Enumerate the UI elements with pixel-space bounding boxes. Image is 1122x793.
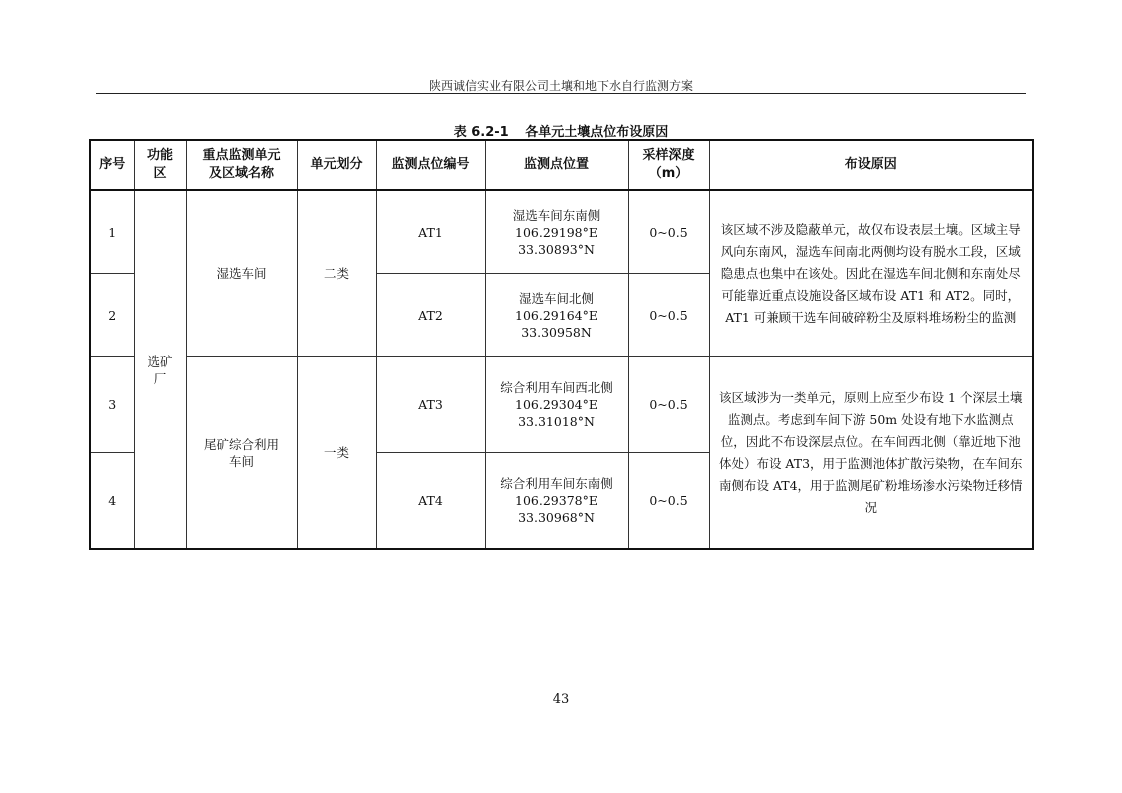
col-header-depth-line2: （m）	[648, 166, 689, 181]
table-caption	[0, 121, 1122, 140]
cell-unit-name	[186, 357, 297, 550]
col-header-unit-name-line1: 重点监测单元	[202, 148, 281, 163]
location-lat: 33.30893°N	[518, 241, 595, 257]
location-name: 综合利用车间东南侧	[500, 476, 613, 491]
location-lat: 33.31018°N	[518, 414, 595, 429]
location-name: 湿选车间北侧	[518, 290, 594, 306]
unit-name-line1: 尾矿综合利用	[203, 436, 279, 452]
location-lat: 33.30958N	[521, 324, 592, 340]
unit-name-line2: 车间	[228, 453, 254, 469]
table-row	[90, 190, 1033, 274]
cell-seq: 4	[90, 453, 134, 550]
location-lon: 106.29164°E	[515, 307, 598, 323]
cell-depth: 0~0.5	[628, 274, 709, 357]
cell-depth: 0~0.5	[628, 357, 709, 453]
cell-reason: 该区域不涉及隐蔽单元，故仅布设表层土壤。区域主导风向东南风，湿选车间南北两侧均设有脱水工段，区域隐患点也集中在该处。因此在湿选车间北侧和东南处尽可能靠近重点设施设备区域布设 AT1 和 AT2。同时，AT1 可兼顾干选车间破碎粉尘及原料堆场粉尘的监测	[709, 190, 1033, 357]
col-header-depth	[628, 140, 709, 190]
cell-depth: 0~0.5	[628, 453, 709, 550]
col-header-function-area	[134, 140, 186, 190]
cell-point-id: AT1	[376, 190, 485, 274]
table-header-row	[90, 140, 1033, 190]
function-area-line2: 厂	[153, 370, 167, 386]
col-header-seq: 序号	[90, 140, 134, 190]
table-row	[90, 357, 1033, 453]
cell-location	[485, 190, 628, 274]
location-lon: 106.29198°E	[515, 224, 598, 240]
col-header-unit-class: 单元划分	[297, 140, 376, 190]
location-lon: 106.29304°E	[515, 397, 598, 412]
soil-points-table	[89, 139, 1034, 550]
col-header-reason: 布设原因	[709, 140, 1033, 190]
header-rule	[96, 93, 1026, 94]
location-lat: 33.30968°N	[518, 510, 595, 525]
table-title: 各单元土壤点位布设原因	[525, 125, 669, 140]
table-number: 表 6.2-1	[453, 125, 509, 140]
col-header-function-area-line1: 功能	[146, 148, 173, 163]
cell-location	[485, 357, 628, 453]
location-lon: 106.29378°E	[515, 493, 598, 508]
cell-point-id: AT2	[376, 274, 485, 357]
function-area-line1: 选矿	[147, 353, 173, 369]
cell-unit-class: 二类	[297, 190, 376, 357]
cell-depth: 0~0.5	[628, 190, 709, 274]
cell-point-id: AT3	[376, 357, 485, 453]
cell-seq: 2	[90, 274, 134, 357]
col-header-function-area-line2: 区	[153, 166, 167, 181]
running-header: 陕西诚信实业有限公司土壤和地下水自行监测方案	[428, 79, 693, 93]
cell-location	[485, 274, 628, 357]
col-header-point-id: 监测点位编号	[376, 140, 485, 190]
cell-seq: 1	[90, 190, 134, 274]
cell-point-id: AT4	[376, 453, 485, 550]
cell-unit-class: 一类	[297, 357, 376, 550]
location-name: 综合利用车间西北侧	[500, 380, 613, 395]
cell-function-area	[134, 190, 186, 549]
page-number: 43	[552, 692, 570, 707]
col-header-location: 监测点位置	[485, 140, 628, 190]
col-header-unit-name-line2: 及区域名称	[208, 166, 274, 181]
cell-reason: 该区域涉为一类单元，原则上应至少布设 1 个深层土壤监测点。考虑到车间下游 50m 处设有地下水监测点位，因此不布设深层点位。在车间西北侧（靠近地下池体处）布设 AT3，用于监测池体扩散污染物，在车间东南侧布设 AT4，用于监测尾矿粉堆场渗水污染物迁移情况	[709, 357, 1033, 550]
col-header-depth-line1: 采样深度	[642, 148, 695, 163]
cell-seq: 3	[90, 357, 134, 453]
cell-unit-name: 湿选车间	[186, 190, 297, 357]
location-name: 湿选车间东南侧	[512, 207, 601, 223]
cell-location	[485, 453, 628, 550]
col-header-unit-name	[186, 140, 297, 190]
